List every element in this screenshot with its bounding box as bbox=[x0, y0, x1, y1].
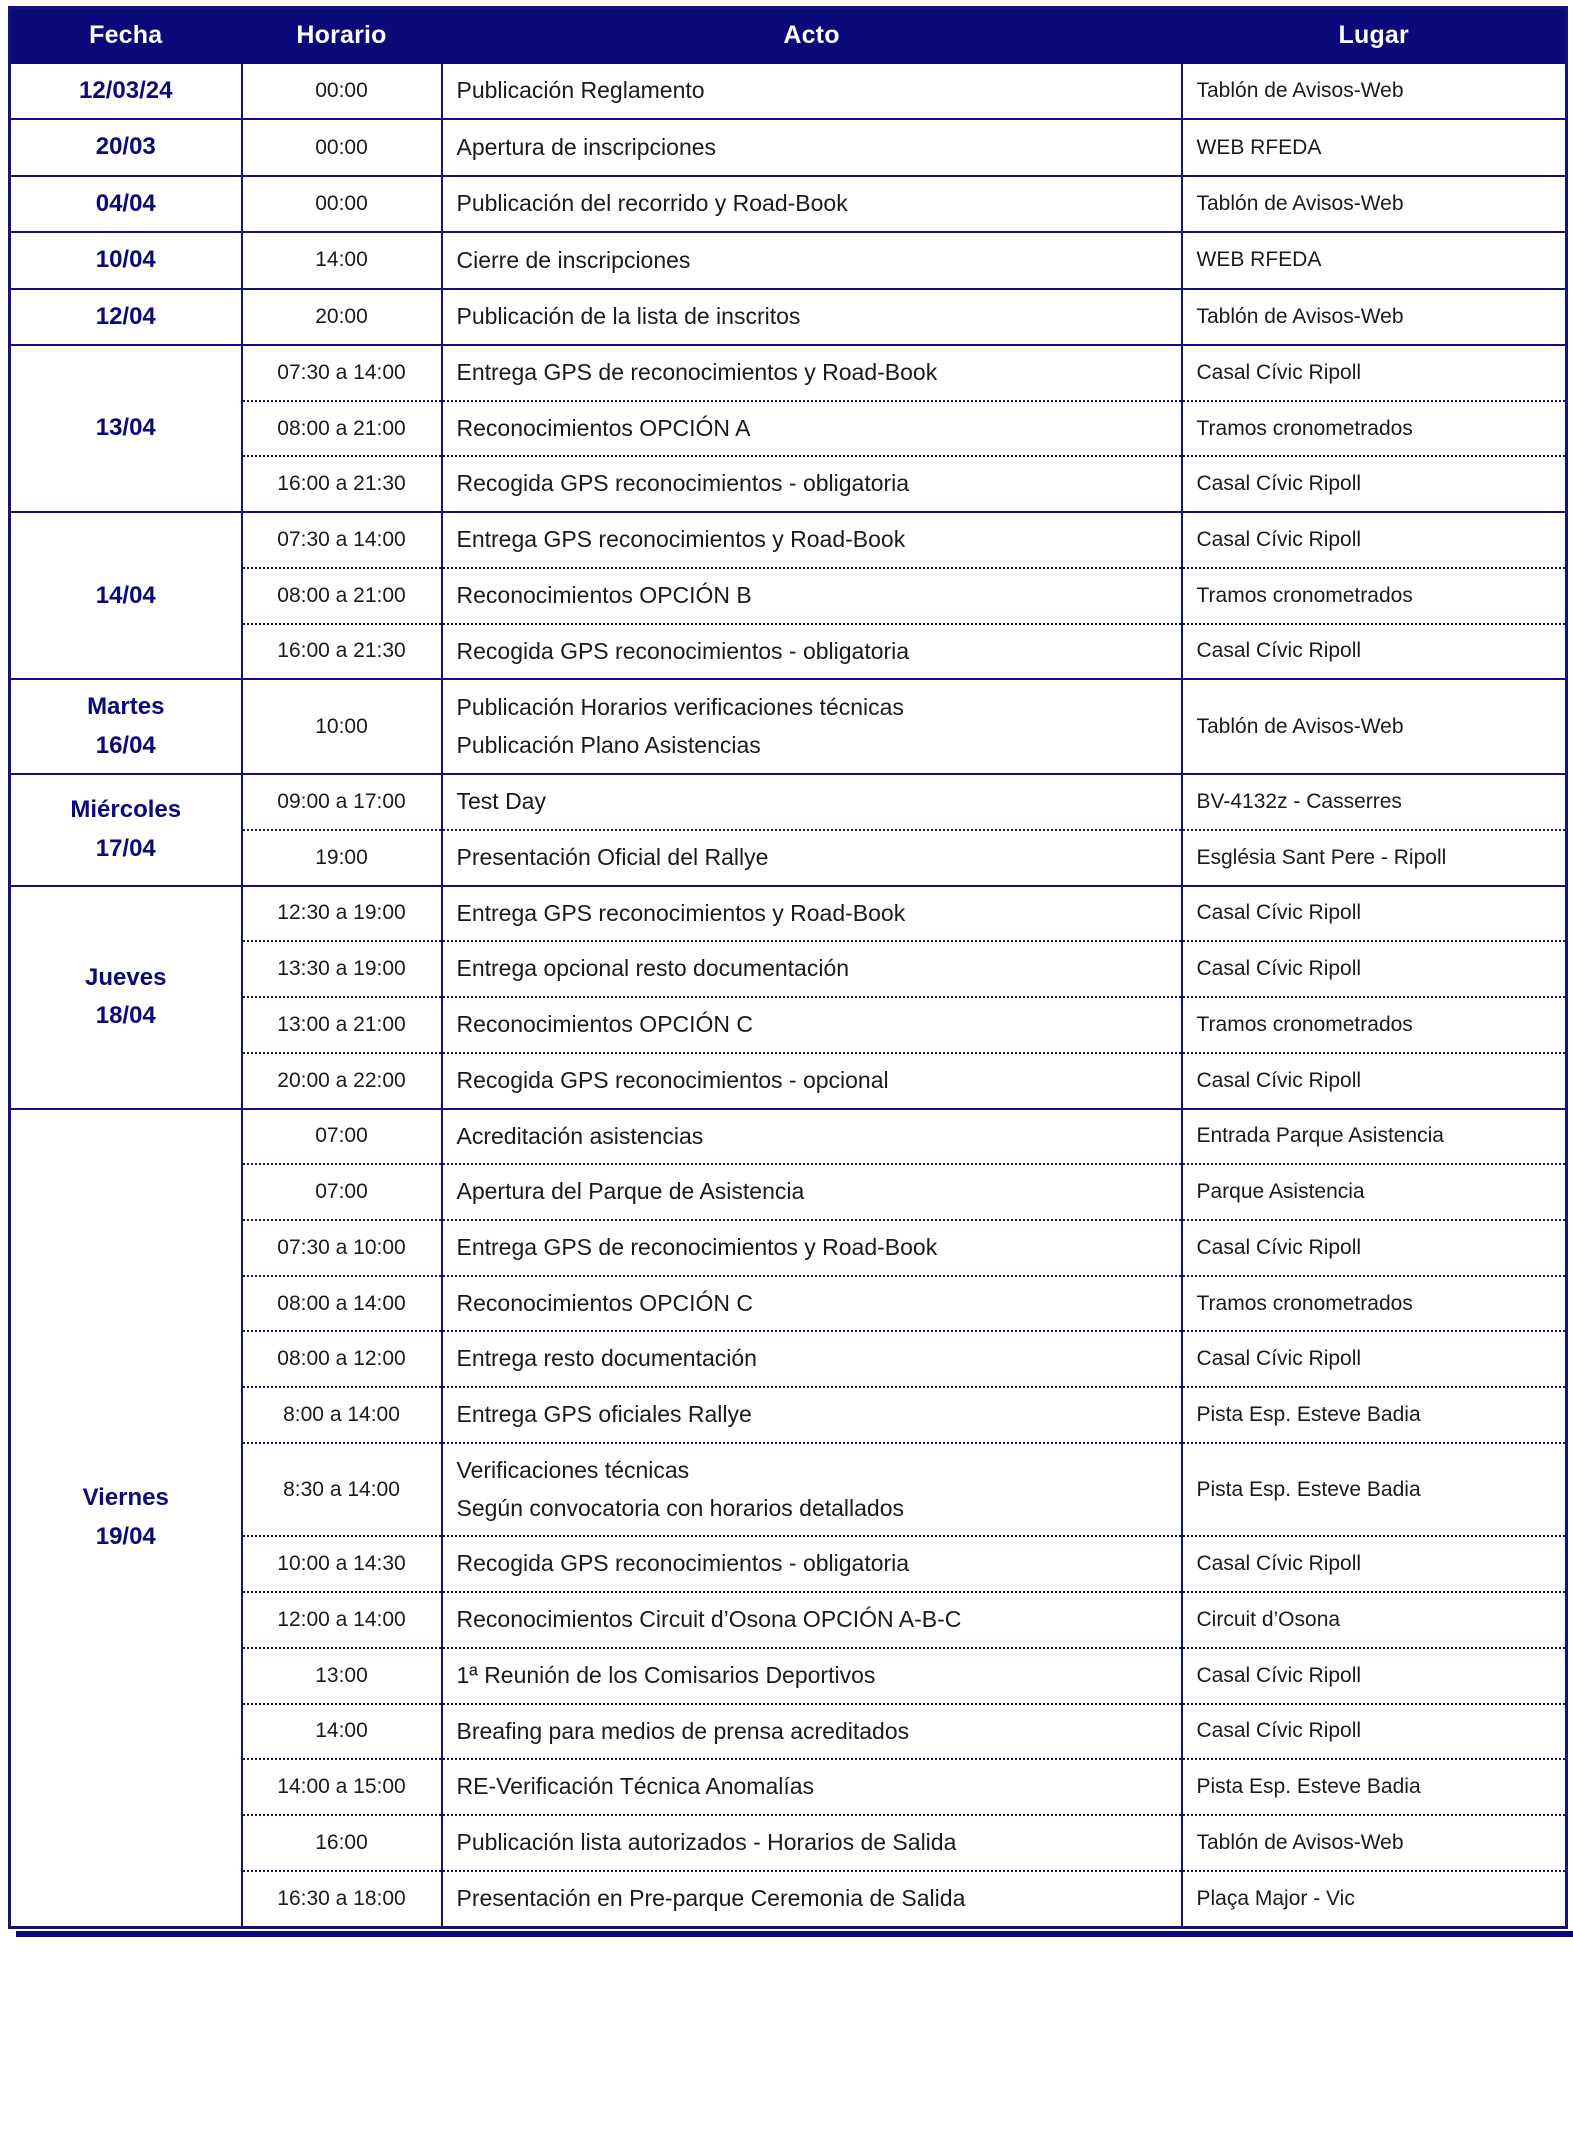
cell-horario: 14:00 bbox=[242, 1704, 442, 1760]
table-row bbox=[10, 886, 1567, 942]
cell-lugar: Entrada Parque Asistencia bbox=[1182, 1109, 1567, 1165]
cell-horario: 13:00 a 21:00 bbox=[242, 997, 442, 1053]
cell-lugar: Tramos cronometrados bbox=[1182, 997, 1567, 1053]
table-row bbox=[10, 1053, 1567, 1109]
cell-lugar: Tramos cronometrados bbox=[1182, 401, 1567, 457]
cell-horario: 20:00 bbox=[242, 289, 442, 345]
table-row bbox=[10, 1109, 1567, 1165]
cell-acto: Entrega opcional resto documentación bbox=[442, 941, 1182, 997]
cell-horario: 07:30 a 14:00 bbox=[242, 512, 442, 568]
table-row bbox=[10, 456, 1567, 512]
cell-acto: Reconocimientos OPCIÓN A bbox=[442, 401, 1182, 457]
cell-lugar: Casal Cívic Ripoll bbox=[1182, 1053, 1567, 1109]
cell-lugar: Casal Cívic Ripoll bbox=[1182, 512, 1567, 568]
cell-lugar: Casal Cívic Ripoll bbox=[1182, 345, 1567, 401]
table-row bbox=[10, 176, 1567, 232]
cell-fecha: Miércoles 17/04 bbox=[10, 774, 242, 885]
cell-acto: RE-Verificación Técnica Anomalías bbox=[442, 1759, 1182, 1815]
column-header-acto: Acto bbox=[442, 8, 1182, 64]
table-row bbox=[10, 1276, 1567, 1332]
cell-fecha: 14/04 bbox=[10, 512, 242, 679]
cell-fecha: Martes 16/04 bbox=[10, 679, 242, 774]
cell-fecha: 04/04 bbox=[10, 176, 242, 232]
cell-lugar: Casal Cívic Ripoll bbox=[1182, 1220, 1567, 1276]
table-row bbox=[10, 512, 1567, 568]
cell-acto: Publicación Horarios verificaciones técnicas Publicación Plano Asistencias bbox=[442, 679, 1182, 774]
cell-lugar: Tablón de Avisos-Web bbox=[1182, 1815, 1567, 1871]
cell-lugar: Pista Esp. Esteve Badia bbox=[1182, 1387, 1567, 1443]
cell-horario: 12:00 a 14:00 bbox=[242, 1592, 442, 1648]
cell-horario: 12:30 a 19:00 bbox=[242, 886, 442, 942]
cell-lugar: Plaça Major - Vic bbox=[1182, 1871, 1567, 1927]
table-row bbox=[10, 1815, 1567, 1871]
table-row bbox=[10, 941, 1567, 997]
cell-horario: 07:30 a 14:00 bbox=[242, 345, 442, 401]
cell-fecha: Jueves 18/04 bbox=[10, 886, 242, 1109]
cell-lugar: Casal Cívic Ripoll bbox=[1182, 1331, 1567, 1387]
table-row bbox=[10, 1871, 1567, 1927]
cell-fecha: Viernes 19/04 bbox=[10, 1109, 242, 1928]
table-row bbox=[10, 774, 1567, 830]
cell-lugar: Pista Esp. Esteve Badia bbox=[1182, 1443, 1567, 1536]
cell-acto: Recogida GPS reconocimientos - obligatoria bbox=[442, 1536, 1182, 1592]
cell-acto: 1ª Reunión de los Comisarios Deportivos bbox=[442, 1648, 1182, 1704]
table-row bbox=[10, 232, 1567, 288]
cell-fecha: 13/04 bbox=[10, 345, 242, 512]
table-row bbox=[10, 1536, 1567, 1592]
cell-horario: 13:30 a 19:00 bbox=[242, 941, 442, 997]
cell-lugar: Tramos cronometrados bbox=[1182, 568, 1567, 624]
cell-lugar: WEB RFEDA bbox=[1182, 232, 1567, 288]
table-row bbox=[10, 679, 1567, 774]
cell-horario: 8:30 a 14:00 bbox=[242, 1443, 442, 1536]
table-row bbox=[10, 624, 1567, 680]
cell-lugar: Tramos cronometrados bbox=[1182, 1276, 1567, 1332]
column-header-lugar: Lugar bbox=[1182, 8, 1567, 64]
cell-horario: 09:00 a 17:00 bbox=[242, 774, 442, 830]
cell-fecha: 20/03 bbox=[10, 119, 242, 175]
cell-fecha: 10/04 bbox=[10, 232, 242, 288]
table-row bbox=[10, 1443, 1567, 1536]
table-row bbox=[10, 1759, 1567, 1815]
cell-lugar: Casal Cívic Ripoll bbox=[1182, 456, 1567, 512]
cell-acto: Entrega GPS de reconocimientos y Road-Book bbox=[442, 1220, 1182, 1276]
cell-horario: 8:00 a 14:00 bbox=[242, 1387, 442, 1443]
cell-horario: 08:00 a 12:00 bbox=[242, 1331, 442, 1387]
cell-acto: Recogida GPS reconocimientos - obligatoria bbox=[442, 624, 1182, 680]
cell-lugar: Tablón de Avisos-Web bbox=[1182, 176, 1567, 232]
cell-acto: Entrega GPS reconocimientos y Road-Book bbox=[442, 512, 1182, 568]
cell-horario: 00:00 bbox=[242, 63, 442, 119]
table-row bbox=[10, 289, 1567, 345]
table-row bbox=[10, 1164, 1567, 1220]
cell-acto: Reconocimientos OPCIÓN C bbox=[442, 1276, 1182, 1332]
cell-horario: 19:00 bbox=[242, 830, 442, 886]
cell-acto: Verificaciones técnicas Según convocatoria con horarios detallados bbox=[442, 1443, 1182, 1536]
cell-acto: Entrega GPS oficiales Rallye bbox=[442, 1387, 1182, 1443]
cell-horario: 16:30 a 18:00 bbox=[242, 1871, 442, 1927]
cell-acto: Recogida GPS reconocimientos - obligatoria bbox=[442, 456, 1182, 512]
cell-lugar: BV-4132z - Casserres bbox=[1182, 774, 1567, 830]
cell-lugar: Casal Cívic Ripoll bbox=[1182, 1704, 1567, 1760]
cell-horario: 16:00 bbox=[242, 1815, 442, 1871]
cell-acto: Reconocimientos OPCIÓN B bbox=[442, 568, 1182, 624]
cell-fecha: 12/04 bbox=[10, 289, 242, 345]
column-header-horario: Horario bbox=[242, 8, 442, 64]
cell-lugar: Tablón de Avisos-Web bbox=[1182, 289, 1567, 345]
cell-acto: Presentación en Pre-parque Ceremonia de Salida bbox=[442, 1871, 1182, 1927]
cell-lugar: Parque Asistencia bbox=[1182, 1164, 1567, 1220]
cell-horario: 08:00 a 14:00 bbox=[242, 1276, 442, 1332]
cell-acto: Publicación de la lista de inscritos bbox=[442, 289, 1182, 345]
cell-horario: 08:00 a 21:00 bbox=[242, 568, 442, 624]
table-row bbox=[10, 997, 1567, 1053]
table-row bbox=[10, 1220, 1567, 1276]
cell-acto: Entrega GPS reconocimientos y Road-Book bbox=[442, 886, 1182, 942]
cell-lugar: Casal Cívic Ripoll bbox=[1182, 941, 1567, 997]
cell-acto: Recogida GPS reconocimientos - opcional bbox=[442, 1053, 1182, 1109]
cell-acto: Publicación lista autorizados - Horarios de Salida bbox=[442, 1815, 1182, 1871]
cell-acto: Apertura de inscripciones bbox=[442, 119, 1182, 175]
cell-lugar: Tablón de Avisos-Web bbox=[1182, 63, 1567, 119]
cell-horario: 10:00 bbox=[242, 679, 442, 774]
cell-horario: 00:00 bbox=[242, 176, 442, 232]
cell-horario: 07:00 bbox=[242, 1164, 442, 1220]
bottom-rule bbox=[16, 1931, 1573, 1937]
table-row bbox=[10, 1704, 1567, 1760]
table-row bbox=[10, 1387, 1567, 1443]
cell-acto: Publicación del recorrido y Road-Book bbox=[442, 176, 1182, 232]
cell-horario: 20:00 a 22:00 bbox=[242, 1053, 442, 1109]
cell-horario: 08:00 a 21:00 bbox=[242, 401, 442, 457]
cell-acto: Test Day bbox=[442, 774, 1182, 830]
table-row bbox=[10, 830, 1567, 886]
table-row bbox=[10, 63, 1567, 119]
cell-lugar: Església Sant Pere - Ripoll bbox=[1182, 830, 1567, 886]
table-row bbox=[10, 401, 1567, 457]
cell-lugar: Tablón de Avisos-Web bbox=[1182, 679, 1567, 774]
cell-acto: Presentación Oficial del Rallye bbox=[442, 830, 1182, 886]
cell-horario: 00:00 bbox=[242, 119, 442, 175]
cell-acto: Entrega GPS de reconocimientos y Road-Book bbox=[442, 345, 1182, 401]
cell-lugar: Pista Esp. Esteve Badia bbox=[1182, 1759, 1567, 1815]
cell-horario: 16:00 a 21:30 bbox=[242, 456, 442, 512]
cell-acto: Reconocimientos OPCIÓN C bbox=[442, 997, 1182, 1053]
cell-horario: 07:00 bbox=[242, 1109, 442, 1165]
cell-acto: Entrega resto documentación bbox=[442, 1331, 1182, 1387]
cell-lugar: Casal Cívic Ripoll bbox=[1182, 1648, 1567, 1704]
cell-horario: 14:00 bbox=[242, 232, 442, 288]
table-row bbox=[10, 568, 1567, 624]
cell-lugar: WEB RFEDA bbox=[1182, 119, 1567, 175]
cell-horario: 13:00 bbox=[242, 1648, 442, 1704]
cell-acto: Breafing para medios de prensa acreditados bbox=[442, 1704, 1182, 1760]
cell-acto: Reconocimientos Circuit d’Osona OPCIÓN A-B-C bbox=[442, 1592, 1182, 1648]
schedule-table bbox=[8, 6, 1568, 1929]
table-row bbox=[10, 119, 1567, 175]
cell-acto: Publicación Reglamento bbox=[442, 63, 1182, 119]
table-row bbox=[10, 1648, 1567, 1704]
cell-horario: 07:30 a 10:00 bbox=[242, 1220, 442, 1276]
cell-lugar: Casal Cívic Ripoll bbox=[1182, 1536, 1567, 1592]
cell-acto: Cierre de inscripciones bbox=[442, 232, 1182, 288]
cell-horario: 16:00 a 21:30 bbox=[242, 624, 442, 680]
cell-fecha: 12/03/24 bbox=[10, 63, 242, 119]
header-row bbox=[10, 8, 1567, 64]
cell-acto: Apertura del Parque de Asistencia bbox=[442, 1164, 1182, 1220]
table-row bbox=[10, 1331, 1567, 1387]
cell-lugar: Casal Cívic Ripoll bbox=[1182, 624, 1567, 680]
table-row bbox=[10, 345, 1567, 401]
cell-horario: 14:00 a 15:00 bbox=[242, 1759, 442, 1815]
table-row bbox=[10, 1592, 1567, 1648]
cell-lugar: Circuit d’Osona bbox=[1182, 1592, 1567, 1648]
cell-lugar: Casal Cívic Ripoll bbox=[1182, 886, 1567, 942]
table-header bbox=[10, 8, 1567, 64]
column-header-fecha: Fecha bbox=[10, 8, 242, 64]
cell-horario: 10:00 a 14:30 bbox=[242, 1536, 442, 1592]
table-body bbox=[10, 63, 1567, 1927]
cell-acto: Acreditación asistencias bbox=[442, 1109, 1182, 1165]
